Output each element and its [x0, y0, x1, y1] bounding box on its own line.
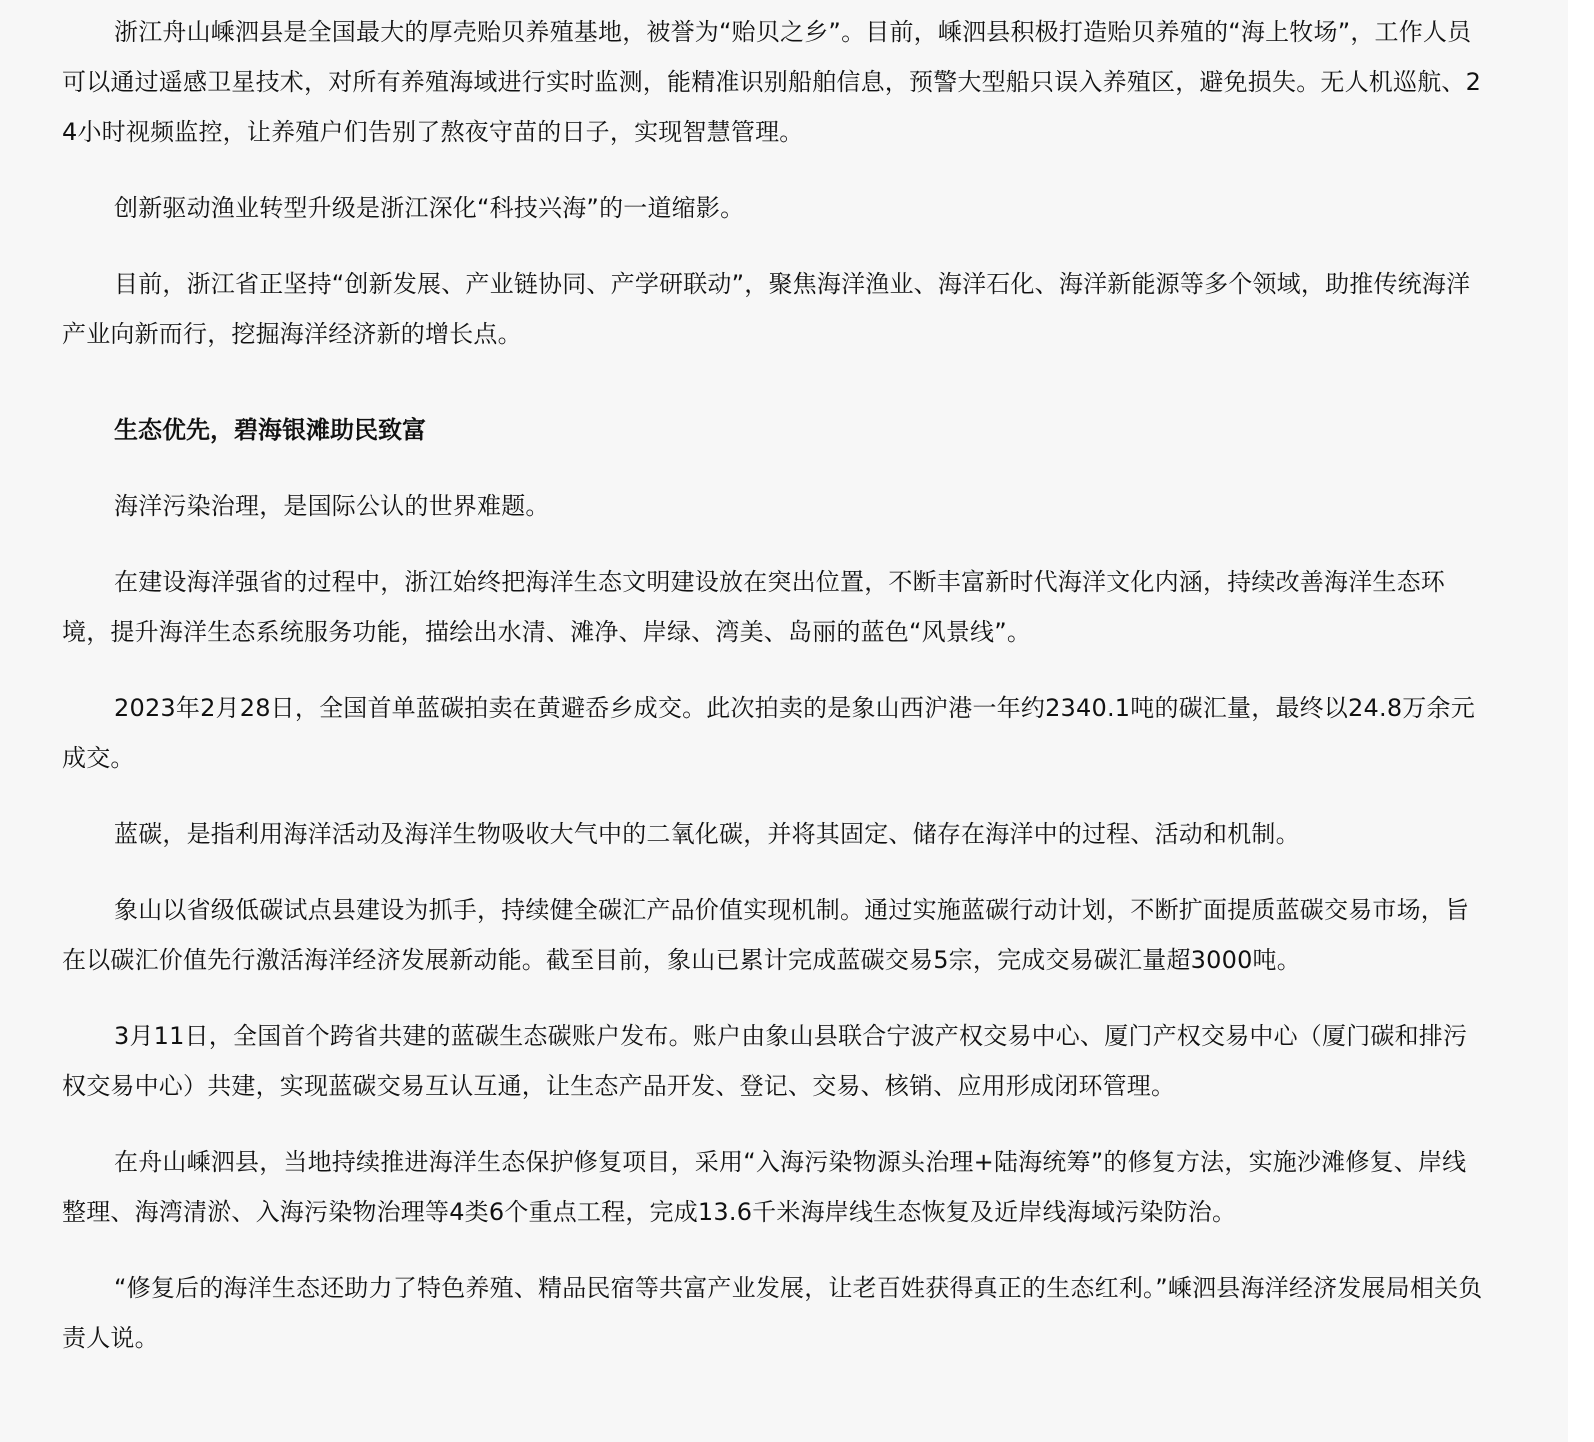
paragraph-official-quote: “修复后的海洋生态还助力了特色养殖、精品民宿等共富产业发展，让老百姓获得真正的生态红利。”嵊泗县海洋经济发展局相关负责人说。	[62, 1274, 1483, 1352]
paragraph-innovation-summary: 创新驱动渔业转型升级是浙江深化“科技兴海”的一道缩影。	[114, 194, 745, 222]
paragraph-blue-carbon-definition: 蓝碳，是指利用海洋活动及海洋生物吸收大气中的二氧化碳，并将其固定、储存在海洋中的过程、活动和机制。	[114, 820, 1300, 848]
paragraph-pollution-challenge: 海洋污染治理，是国际公认的世界难题。	[114, 492, 550, 520]
page-edge	[1568, 0, 1594, 1442]
section-heading: 生态优先，碧海银滩助民致富	[114, 416, 426, 444]
paragraph-industry-upgrade: 目前，浙江省正坚持“创新发展、产业链协同、产学研联动”，聚焦海洋渔业、海洋石化、海洋新能源等多个领域，助推传统海洋产业向新而行，挖掘海洋经济新的增长点。	[62, 270, 1471, 348]
paragraph-carbon-account: 3月11日，全国首个跨省共建的蓝碳生态碳账户发布。账户由象山县联合宁波产权交易中心、厦门产权交易中心（厦门碳和排污权交易中心）共建，实现蓝碳交易互认互通，让生态产品开发、登记、交易、核销、应用形成闭环管理。	[62, 1022, 1468, 1100]
paragraph-ecological-civilization: 在建设海洋强省的过程中，浙江始终把海洋生态文明建设放在突出位置，不断丰富新时代海洋文化内涵，持续改善海洋生态环境，提升海洋生态系统服务功能，描绘出水清、滩净、岸绿、湾美、岛丽的蓝色“风景线”。	[62, 568, 1445, 646]
paragraph-mussel-farming: 浙江舟山嵊泗县是全国最大的厚壳贻贝养殖基地，被誉为“贻贝之乡”。目前，嵊泗县积极打造贻贝养殖的“海上牧场”，工作人员可以通过遥感卫星技术，对所有养殖海域进行实时监测，能精准识别船舶信息，预警大型船只误入养殖区，避免损失。无人机巡航、24小时视频监控，让养殖户们告别了熬夜守苗的日子，实现智慧管理。	[62, 18, 1482, 146]
paragraph-blue-carbon-auction: 2023年2月28日，全国首单蓝碳拍卖在黄避岙乡成交。此次拍卖的是象山西沪港一年约2340.1吨的碳汇量，最终以24.8万余元成交。	[62, 694, 1475, 772]
paragraph-xiangshan-carbon: 象山以省级低碳试点县建设为抓手，持续健全碳汇产品价值实现机制。通过实施蓝碳行动计划，不断扩面提质蓝碳交易市场，旨在以碳汇价值先行激活海洋经济发展新动能。截至目前，象山已累计完成蓝碳交易5宗，完成交易碳汇量超3000吨。	[62, 896, 1470, 974]
paragraph-restoration-projects: 在舟山嵊泗县，当地持续推进海洋生态保护修复项目，采用“入海污染物源头治理+陆海统筹”的修复方法，实施沙滩修复、岸线整理、海湾清淤、入海污染物治理等4类6个重点工程，完成13.6千米海岸线生态恢复及近岸线海域污染防治。	[62, 1148, 1467, 1226]
article-body	[62, 7, 1488, 1389]
